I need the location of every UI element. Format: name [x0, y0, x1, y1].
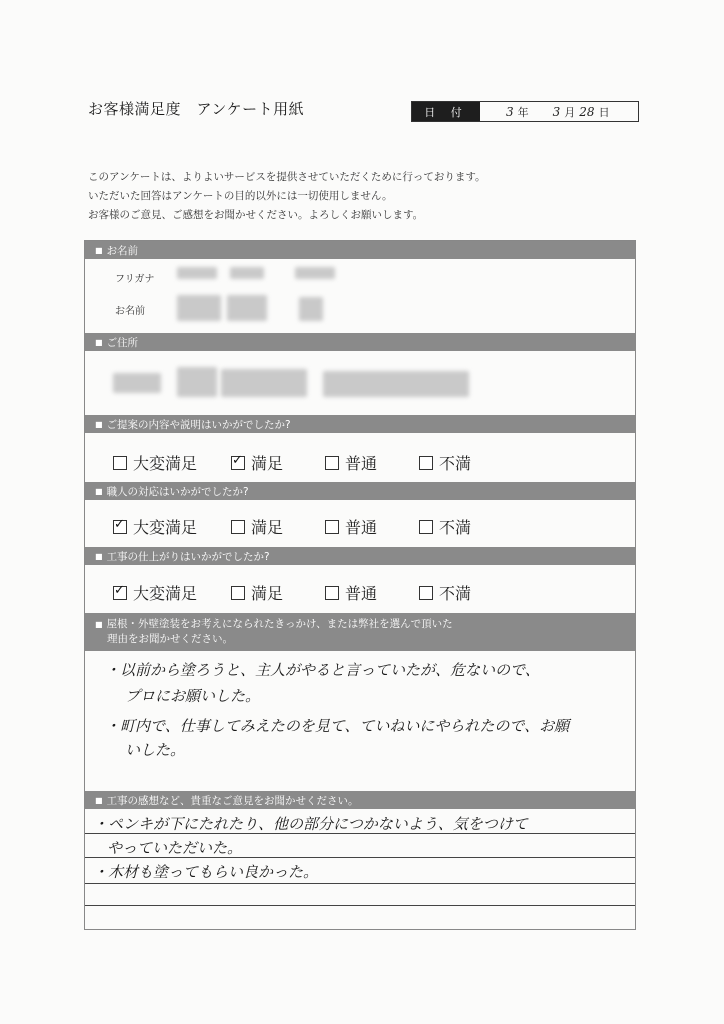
q4-answer-line: プロにお願いした。: [125, 687, 261, 705]
redacted-address[interactable]: [177, 367, 217, 397]
date-day-unit: 日: [598, 105, 610, 119]
checkbox[interactable]: [325, 456, 339, 470]
option-label: 普通: [345, 584, 378, 603]
section-heading: 工事の感想など、貴重なご意見をお聞かせください。: [106, 794, 359, 807]
checkbox[interactable]: [113, 456, 127, 470]
date-month: 3: [552, 104, 561, 119]
section-heading: ご提案の内容や説明はいかがでしたか?: [106, 418, 291, 431]
date-year: 3: [506, 104, 514, 119]
redacted-name[interactable]: [177, 295, 221, 321]
q2-option-dissatisfied[interactable]: [419, 515, 471, 538]
redacted-address[interactable]: [221, 369, 307, 397]
checkbox-checked[interactable]: [113, 586, 127, 600]
q4-answer-line: ・以前から塗ろうと、主人がやると言っていたが、危ないので、: [105, 661, 540, 679]
option-label: 大変満足: [133, 454, 198, 473]
checkbox-checked[interactable]: [113, 520, 127, 534]
redacted-address[interactable]: [323, 371, 469, 397]
furigana-label: フリガナ: [115, 274, 155, 285]
option-label: 満足: [251, 454, 284, 473]
section-heading: 理由をお聞かせください。: [107, 633, 233, 645]
q1-option-very-satisfied[interactable]: [113, 451, 197, 474]
name-label: お名前: [115, 306, 145, 317]
redacted-furigana: [295, 267, 335, 279]
q4-answer-line: いした。: [125, 741, 186, 759]
ruled-line: [85, 883, 635, 884]
q1-option-normal[interactable]: [325, 451, 377, 474]
q5-answer-line: ・木材も塗ってもらい良かった。: [93, 863, 319, 881]
checkbox[interactable]: [325, 520, 339, 534]
section-header-name: ■ お名前: [85, 241, 635, 259]
option-label: 大変満足: [133, 584, 198, 603]
ruled-line: [85, 833, 635, 834]
section-heading: 工事の仕上がりはいかがでしたか?: [106, 550, 270, 563]
section-header-address: ■ ご住所: [85, 333, 635, 351]
q3-option-normal[interactable]: [325, 581, 377, 604]
option-label: 不満: [439, 454, 472, 473]
q3-option-satisfied[interactable]: [231, 581, 283, 604]
intro-line: いただいた回答はアンケートの目的以外には一切使用しません。: [88, 190, 393, 202]
date-day: 28: [579, 104, 595, 119]
redacted-name[interactable]: [299, 297, 323, 321]
section-heading: ご住所: [106, 336, 139, 349]
q2-option-satisfied[interactable]: [231, 515, 283, 538]
section-header-q1: ■ ご提案の内容や説明はいかがでしたか?: [85, 415, 635, 433]
checkbox[interactable]: [419, 520, 433, 534]
redacted-name[interactable]: [227, 295, 267, 321]
ruled-line: [85, 857, 635, 858]
q4-answer-line: ・町内で、仕事してみえたのを見て、ていねいにやられたので、お願: [105, 717, 570, 735]
ruled-line: [85, 905, 635, 906]
section-header-q5: ■ 工事の感想など、貴重なご意見をお聞かせください。: [85, 791, 635, 809]
section-heading: 屋根・外壁塗装をお考えになられたきっかけ、または弊社を選んで頂いた: [106, 618, 453, 630]
section-header-q2: ■ 職人の対応はいかがでしたか?: [85, 482, 635, 500]
q2-option-normal[interactable]: [325, 515, 377, 538]
section-header-q3: ■ 工事の仕上がりはいかがでしたか?: [85, 547, 635, 565]
q1-option-dissatisfied[interactable]: [419, 451, 471, 474]
redacted-furigana: [177, 267, 217, 279]
q5-answer-line: ・ペンキが下にたれたり、他の部分につかないよう、気をつけて: [93, 815, 528, 833]
page-title: お客様満足度 アンケート用紙: [88, 100, 305, 118]
q1-option-satisfied[interactable]: [231, 451, 283, 474]
option-label: 満足: [251, 518, 284, 537]
checkbox[interactable]: [325, 586, 339, 600]
option-label: 普通: [345, 518, 378, 537]
q5-answer-line: やっていただいた。: [107, 839, 243, 857]
intro-text: [88, 168, 486, 225]
date-field[interactable]: [411, 101, 639, 122]
checkbox[interactable]: [419, 586, 433, 600]
q3-option-dissatisfied[interactable]: [419, 581, 471, 604]
checkbox-checked[interactable]: [231, 456, 245, 470]
date-year-unit: 年: [517, 105, 529, 119]
section-heading: お名前: [106, 244, 139, 257]
intro-line: このアンケートは、よりよいサービスを提供させていただくために行っております。: [88, 171, 486, 183]
redacted-address[interactable]: [113, 373, 161, 393]
checkbox[interactable]: [231, 586, 245, 600]
section-heading: 職人の対応はいかがでしたか?: [106, 485, 249, 498]
checkbox[interactable]: [419, 456, 433, 470]
redacted-furigana: [230, 267, 264, 279]
q3-option-very-satisfied[interactable]: [113, 581, 197, 604]
intro-line: お客様のご意見、ご感想をお聞かせください。よろしくお願いします。: [88, 209, 424, 221]
option-label: 満足: [251, 584, 284, 603]
option-label: 普通: [345, 454, 378, 473]
option-label: 不満: [439, 584, 472, 603]
option-label: 不満: [439, 518, 472, 537]
date-label: 日 付: [412, 102, 480, 121]
survey-form: [84, 240, 636, 930]
option-label: 大変満足: [133, 518, 198, 537]
checkbox[interactable]: [231, 520, 245, 534]
date-month-unit: 月: [564, 105, 576, 119]
section-header-q4: ■ 屋根・外壁塗装をお考えになられたきっかけ、または弊社を選んで頂いた 理由をお聞かせください。: [85, 613, 635, 651]
q2-option-very-satisfied[interactable]: [113, 515, 197, 538]
